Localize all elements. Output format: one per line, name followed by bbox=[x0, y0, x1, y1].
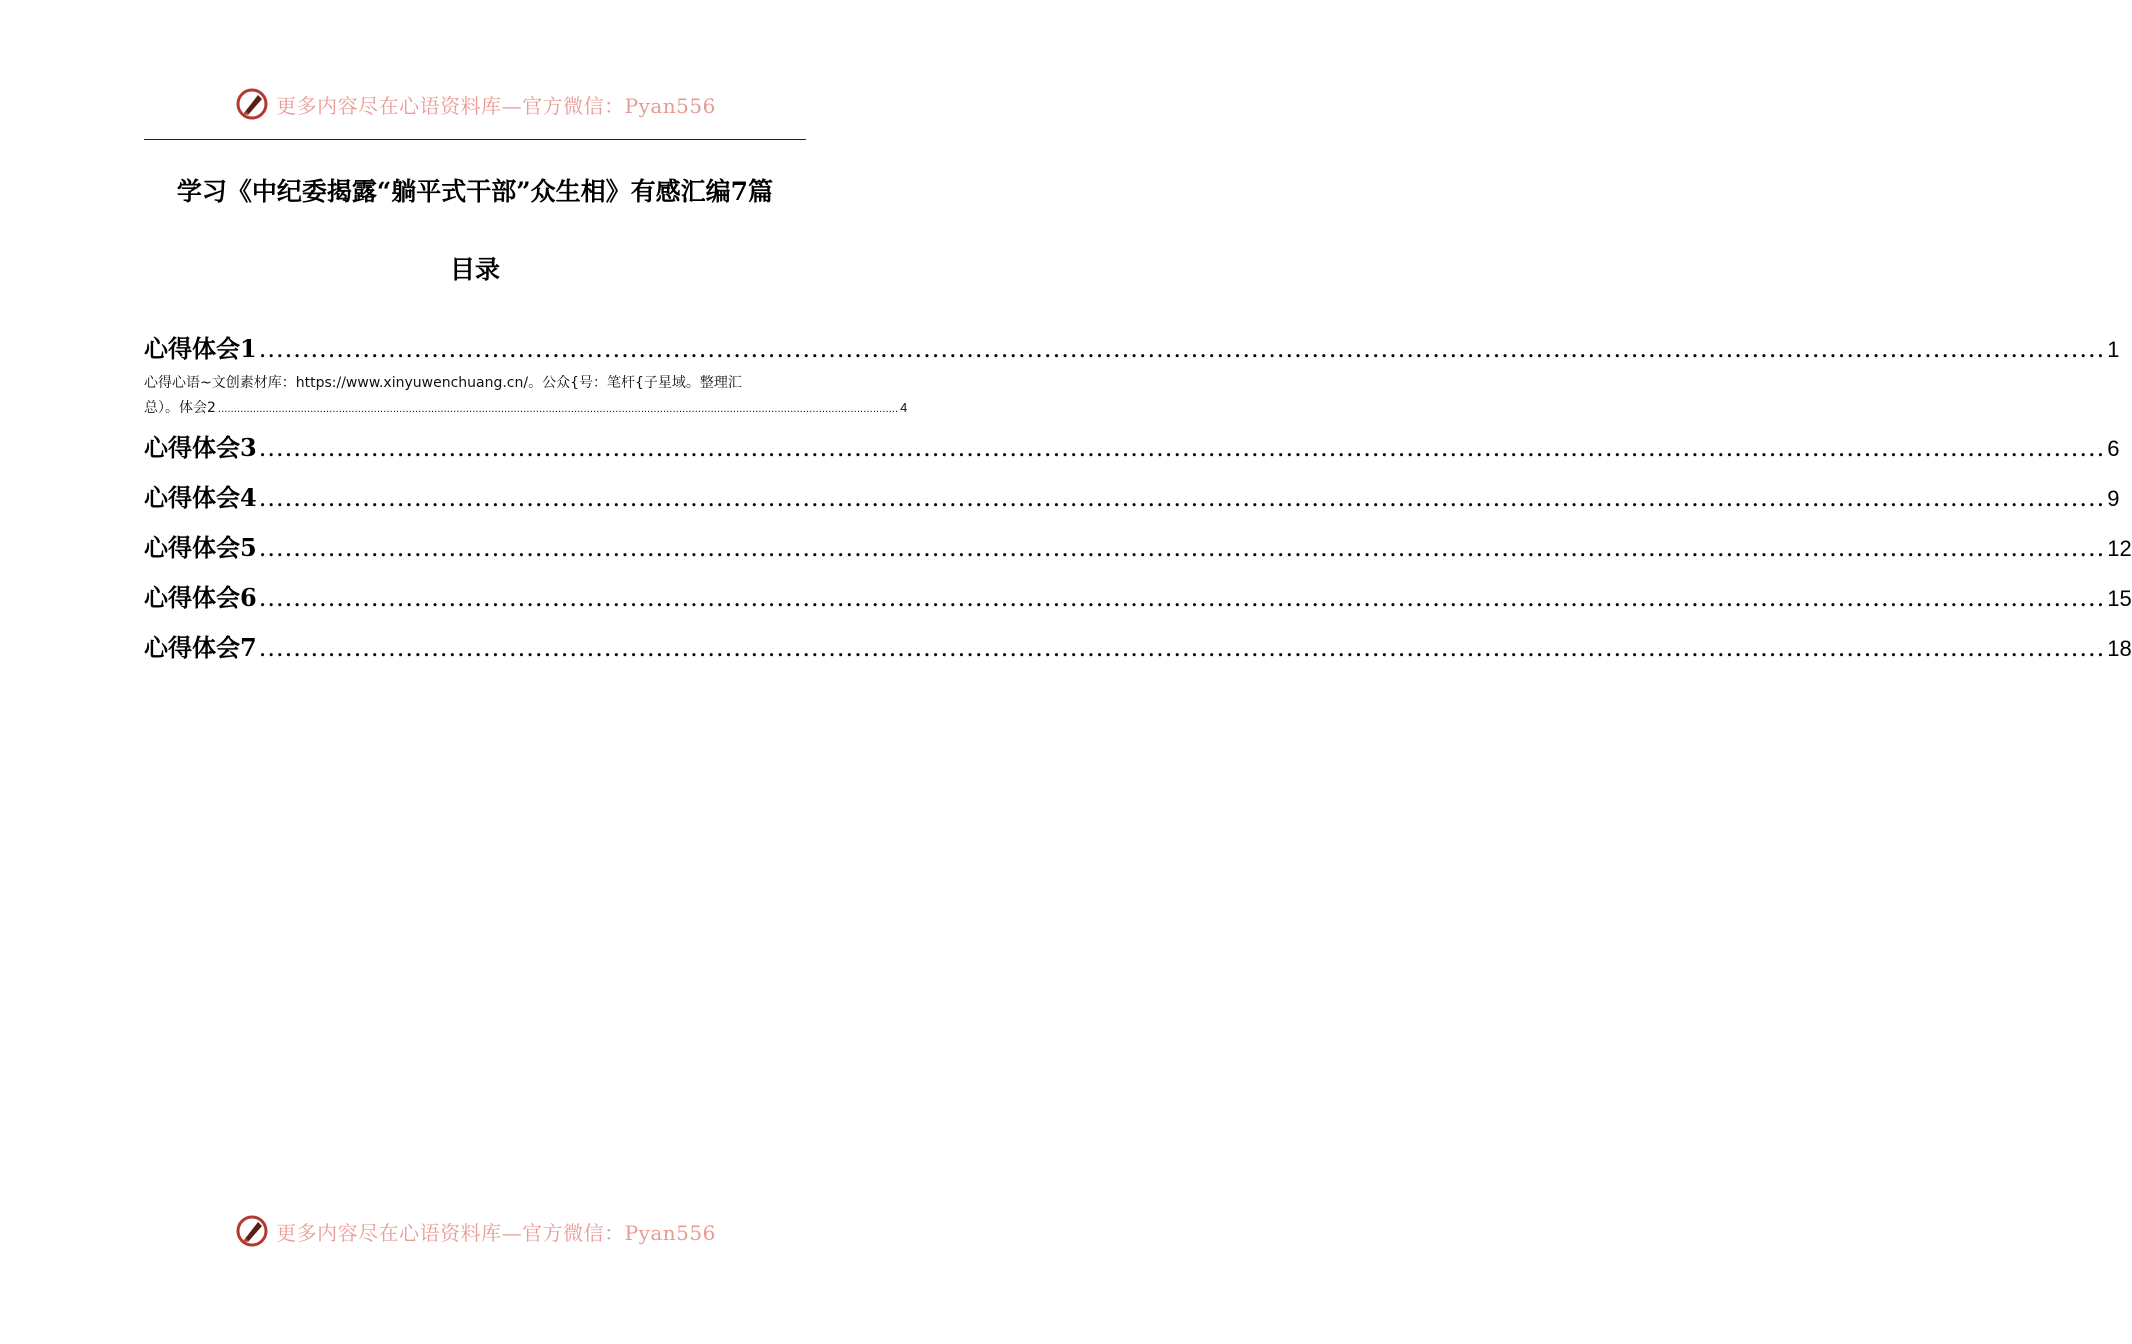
toc-entry-4[interactable] bbox=[144, 478, 2120, 512]
toc-leader-dots: ...................................................................................................................................................................................................................... bbox=[258, 634, 2106, 662]
pen-nib-logo-icon bbox=[234, 1213, 270, 1249]
toc-entry-page: 6 bbox=[2107, 436, 2120, 461]
toc-entry-page: 9 bbox=[2107, 486, 2120, 511]
document-title: 学习《中纪委揭露“躺平式干部”众生相》有感汇编7篇 bbox=[176, 177, 774, 206]
watermark-text: 更多内容尽在心语资料库—官方微信：Pyan556 bbox=[276, 93, 716, 118]
toc-entry-label: 心得体会1 bbox=[144, 334, 257, 363]
header-watermark bbox=[0, 84, 950, 124]
toc-entry-label: 心得体会7 bbox=[144, 633, 257, 662]
toc-entry-page: 18 bbox=[2107, 636, 2132, 661]
toc-leader-dots: ...................................................................................................................................................................................................................... bbox=[217, 404, 899, 415]
footer-watermark bbox=[0, 1211, 950, 1251]
toc-entry-label: 心得体会3 bbox=[144, 433, 257, 462]
toc-heading: 目录 bbox=[449, 255, 500, 284]
header-rule bbox=[144, 139, 806, 140]
toc-entry-page: 15 bbox=[2107, 586, 2132, 611]
toc-leader-dots: ...................................................................................................................................................................................................................... bbox=[258, 584, 2106, 612]
toc-entry-label: 心得体会4 bbox=[144, 483, 257, 512]
toc-sub-entry-line1: 心得心语~文创素材库：https://www.xinyuwenchuang.cn/。公众{号：笔杆{子星域。整理汇 bbox=[144, 375, 742, 391]
toc-entry-5[interactable] bbox=[144, 528, 2132, 562]
toc-entry-6[interactable] bbox=[144, 578, 2132, 612]
watermark-text: 更多内容尽在心语资料库—官方微信：Pyan556 bbox=[276, 1220, 716, 1245]
toc-entry-7[interactable] bbox=[144, 628, 2132, 662]
pen-nib-logo-icon bbox=[234, 86, 270, 122]
toc-entry-1[interactable] bbox=[144, 329, 2120, 363]
toc-entry-page: 12 bbox=[2107, 536, 2132, 561]
toc-leader-dots: ...................................................................................................................................................................................................................... bbox=[258, 534, 2106, 562]
toc-entry-page: 1 bbox=[2107, 337, 2120, 362]
toc-sub-entry-page: 4 bbox=[900, 400, 908, 415]
toc-leader-dots: ...................................................................................................................................................................................................................... bbox=[258, 335, 2106, 363]
toc-entry-label: 心得体会6 bbox=[144, 583, 257, 612]
toc-leader-dots: ...................................................................................................................................................................................................................... bbox=[258, 434, 2106, 462]
toc-entry-3[interactable] bbox=[144, 428, 2120, 462]
toc-leader-dots: ...................................................................................................................................................................................................................... bbox=[258, 484, 2106, 512]
toc-entry-label: 心得体会5 bbox=[144, 533, 257, 562]
toc-sub-entry-label: 总）。体会2 bbox=[144, 400, 216, 416]
toc-sub-entry[interactable] bbox=[144, 397, 908, 417]
